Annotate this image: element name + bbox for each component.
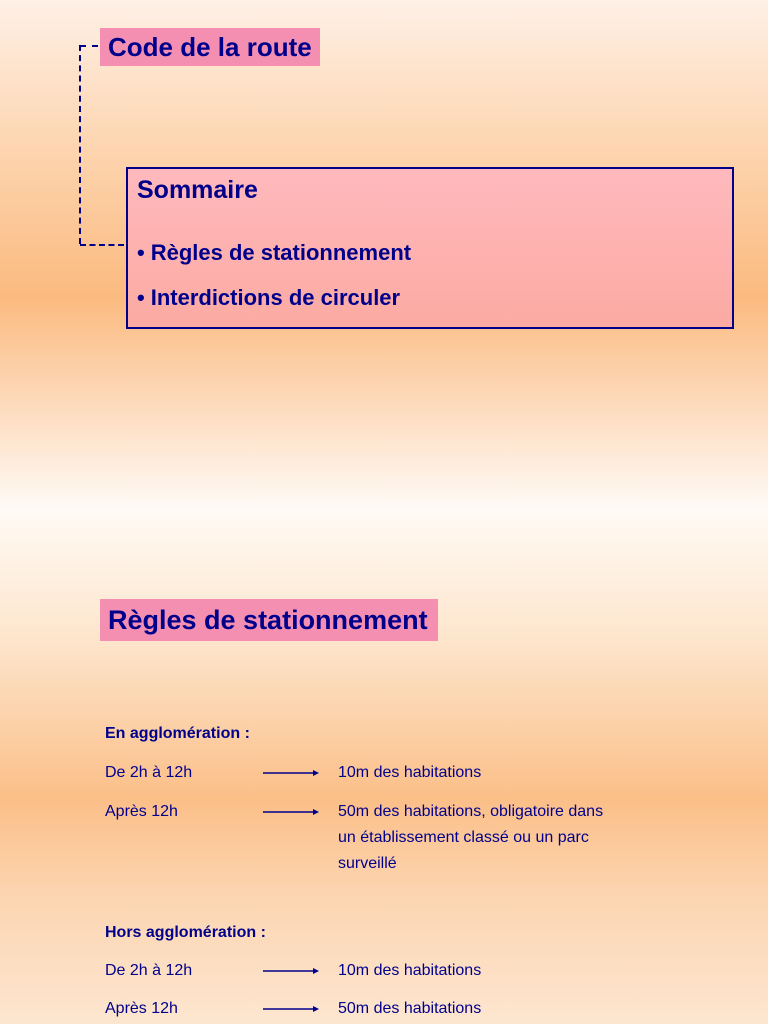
summary-item-interdictions[interactable] — [137, 285, 400, 311]
rule-text: 50m des habitations, obligatoire dans — [338, 803, 604, 820]
summary-title: Sommaire — [137, 176, 258, 204]
time-label: Après 12h — [105, 803, 178, 820]
summary-box — [126, 167, 734, 329]
arrow-right-icon — [263, 768, 319, 778]
time-label: De 2h à 12h — [105, 764, 193, 781]
summary-item-label: Interdictions de circuler — [150, 285, 401, 310]
time-label: De 2h à 12h — [105, 962, 193, 979]
rule-text: 50m des habitations — [338, 1000, 482, 1017]
section-title: Règles de stationnement — [100, 599, 438, 641]
section-heading-hors-agglomeration: Hors agglomération : — [105, 924, 266, 941]
section-heading-agglomeration: En agglomération : — [105, 725, 250, 742]
rule-text: 10m des habitations — [338, 764, 482, 781]
rule-text: surveillé — [338, 855, 397, 872]
summary-item-stationnement[interactable] — [137, 240, 411, 266]
time-label: Après 12h — [105, 1000, 178, 1017]
arrow-right-icon — [263, 966, 319, 976]
connector-top — [80, 45, 98, 47]
bullet-icon: • — [137, 240, 145, 265]
rule-text: un établissement classé ou un parc — [338, 829, 589, 846]
slide-stationnement — [0, 512, 768, 1024]
connector-vertical — [79, 45, 81, 244]
arrow-right-icon — [263, 1004, 319, 1014]
rule-text: 10m des habitations — [338, 962, 482, 979]
summary-item-label: Règles de stationnement — [150, 240, 412, 265]
connector-bottom — [80, 244, 124, 246]
page-title: Code de la route — [100, 28, 320, 66]
arrow-right-icon — [263, 807, 319, 817]
bullet-icon: • — [137, 285, 145, 310]
